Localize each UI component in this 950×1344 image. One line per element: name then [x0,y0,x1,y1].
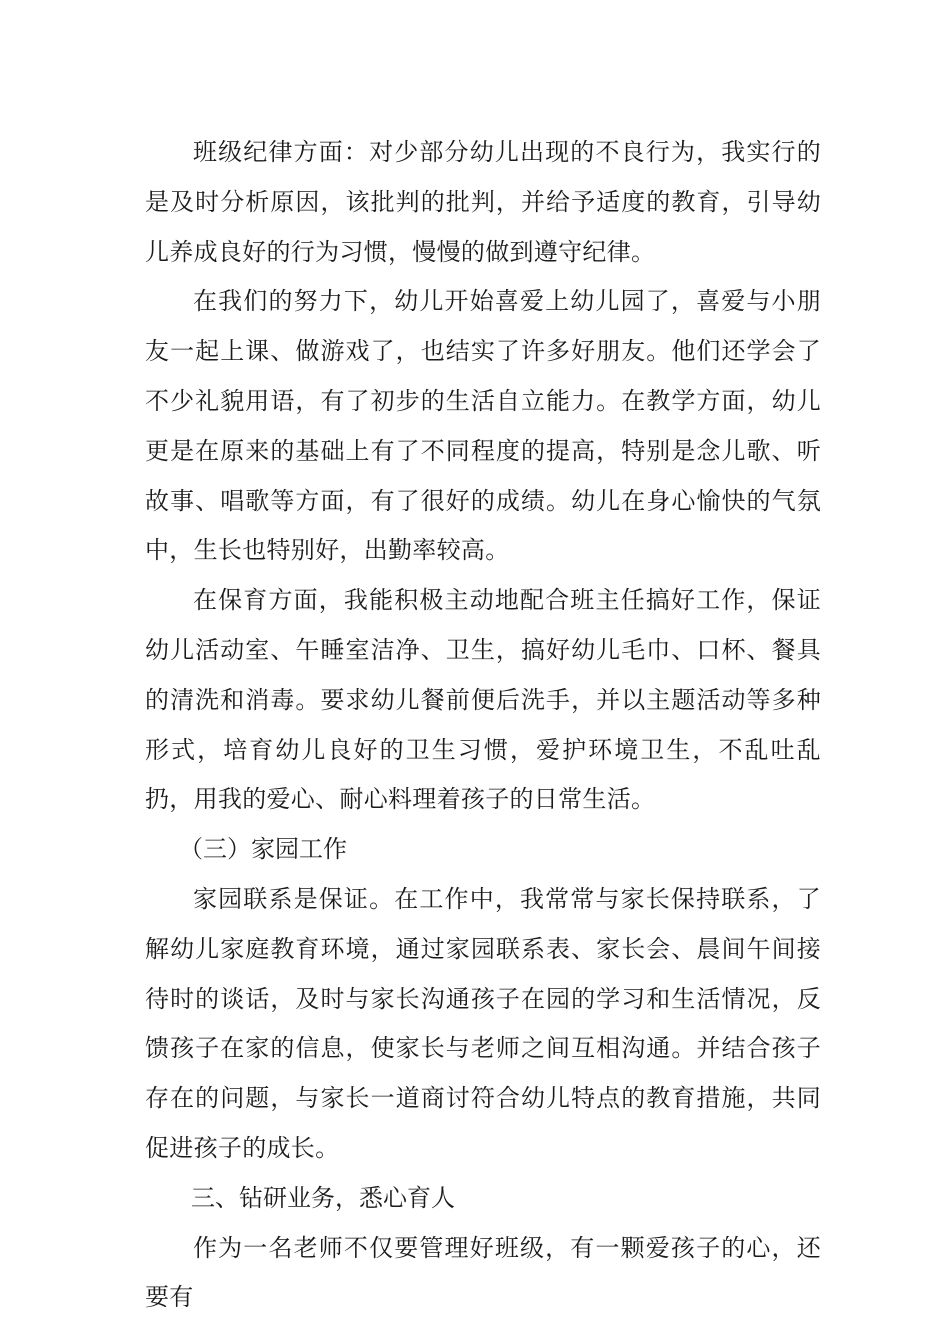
paragraph-children-progress: 在我们的努力下，幼儿开始喜爱上幼儿园了，喜爱与小朋友一起上课、做游戏了，也结实了许多好朋友。他们还学会了不少礼貌用语，有了初步的生活自立能力。在教学方面，幼儿更是在原来的基础上有了不同程度的提高，特别是念儿歌、听故事、唱歌等方面，有了很好的成绩。幼儿在身心愉快的气氛中，生长也特别好，出勤率较高。 [145,287,821,565]
paragraph-childcare: 在保育方面，我能积极主动地配合班主任搞好工作，保证幼儿活动室、午睡室洁净、卫生，搞好幼儿毛巾、口杯、餐具的清洗和消毒。要求幼儿餐前便后洗手，并以主题活动等多种形式，培育幼儿良好的卫生习惯，爱护环境卫生，不乱吐乱扔，用我的爱心、耐心料理着孩子的日常生活。 [145,586,821,814]
document-body [145,128,821,1323]
paragraph-class-discipline: 班级纪律方面：对少部分幼儿出现的不良行为，我实行的是及时分析原因，该批判的批判，并给予适度的教育，引导幼儿养成良好的行为习惯，慢慢的做到遵守纪律。 [145,138,821,266]
paragraph-teacher-role: 作为一名老师不仅要管理好班级，有一颗爱孩子的心，还要有 [145,1233,821,1312]
section-heading-research: 三、钻研业务，悉心育人 [191,1183,455,1212]
paragraph-home-school-contact: 家园联系是保证。在工作中，我常常与家长保持联系，了解幼儿家庭教育环境，通过家园联系表、家长会、晨间午间接待时的谈话，及时与家长沟通孩子在园的学习和生活情况，反馈孩子在家的信息，使家长与老师之间互相沟通。并结合孩子存在的问题，与家长一道商讨符合幼儿特点的教育措施，共同促进孩子的成长。 [145,884,821,1162]
subheading-home-school-work: （三）家园工作 [179,835,347,864]
